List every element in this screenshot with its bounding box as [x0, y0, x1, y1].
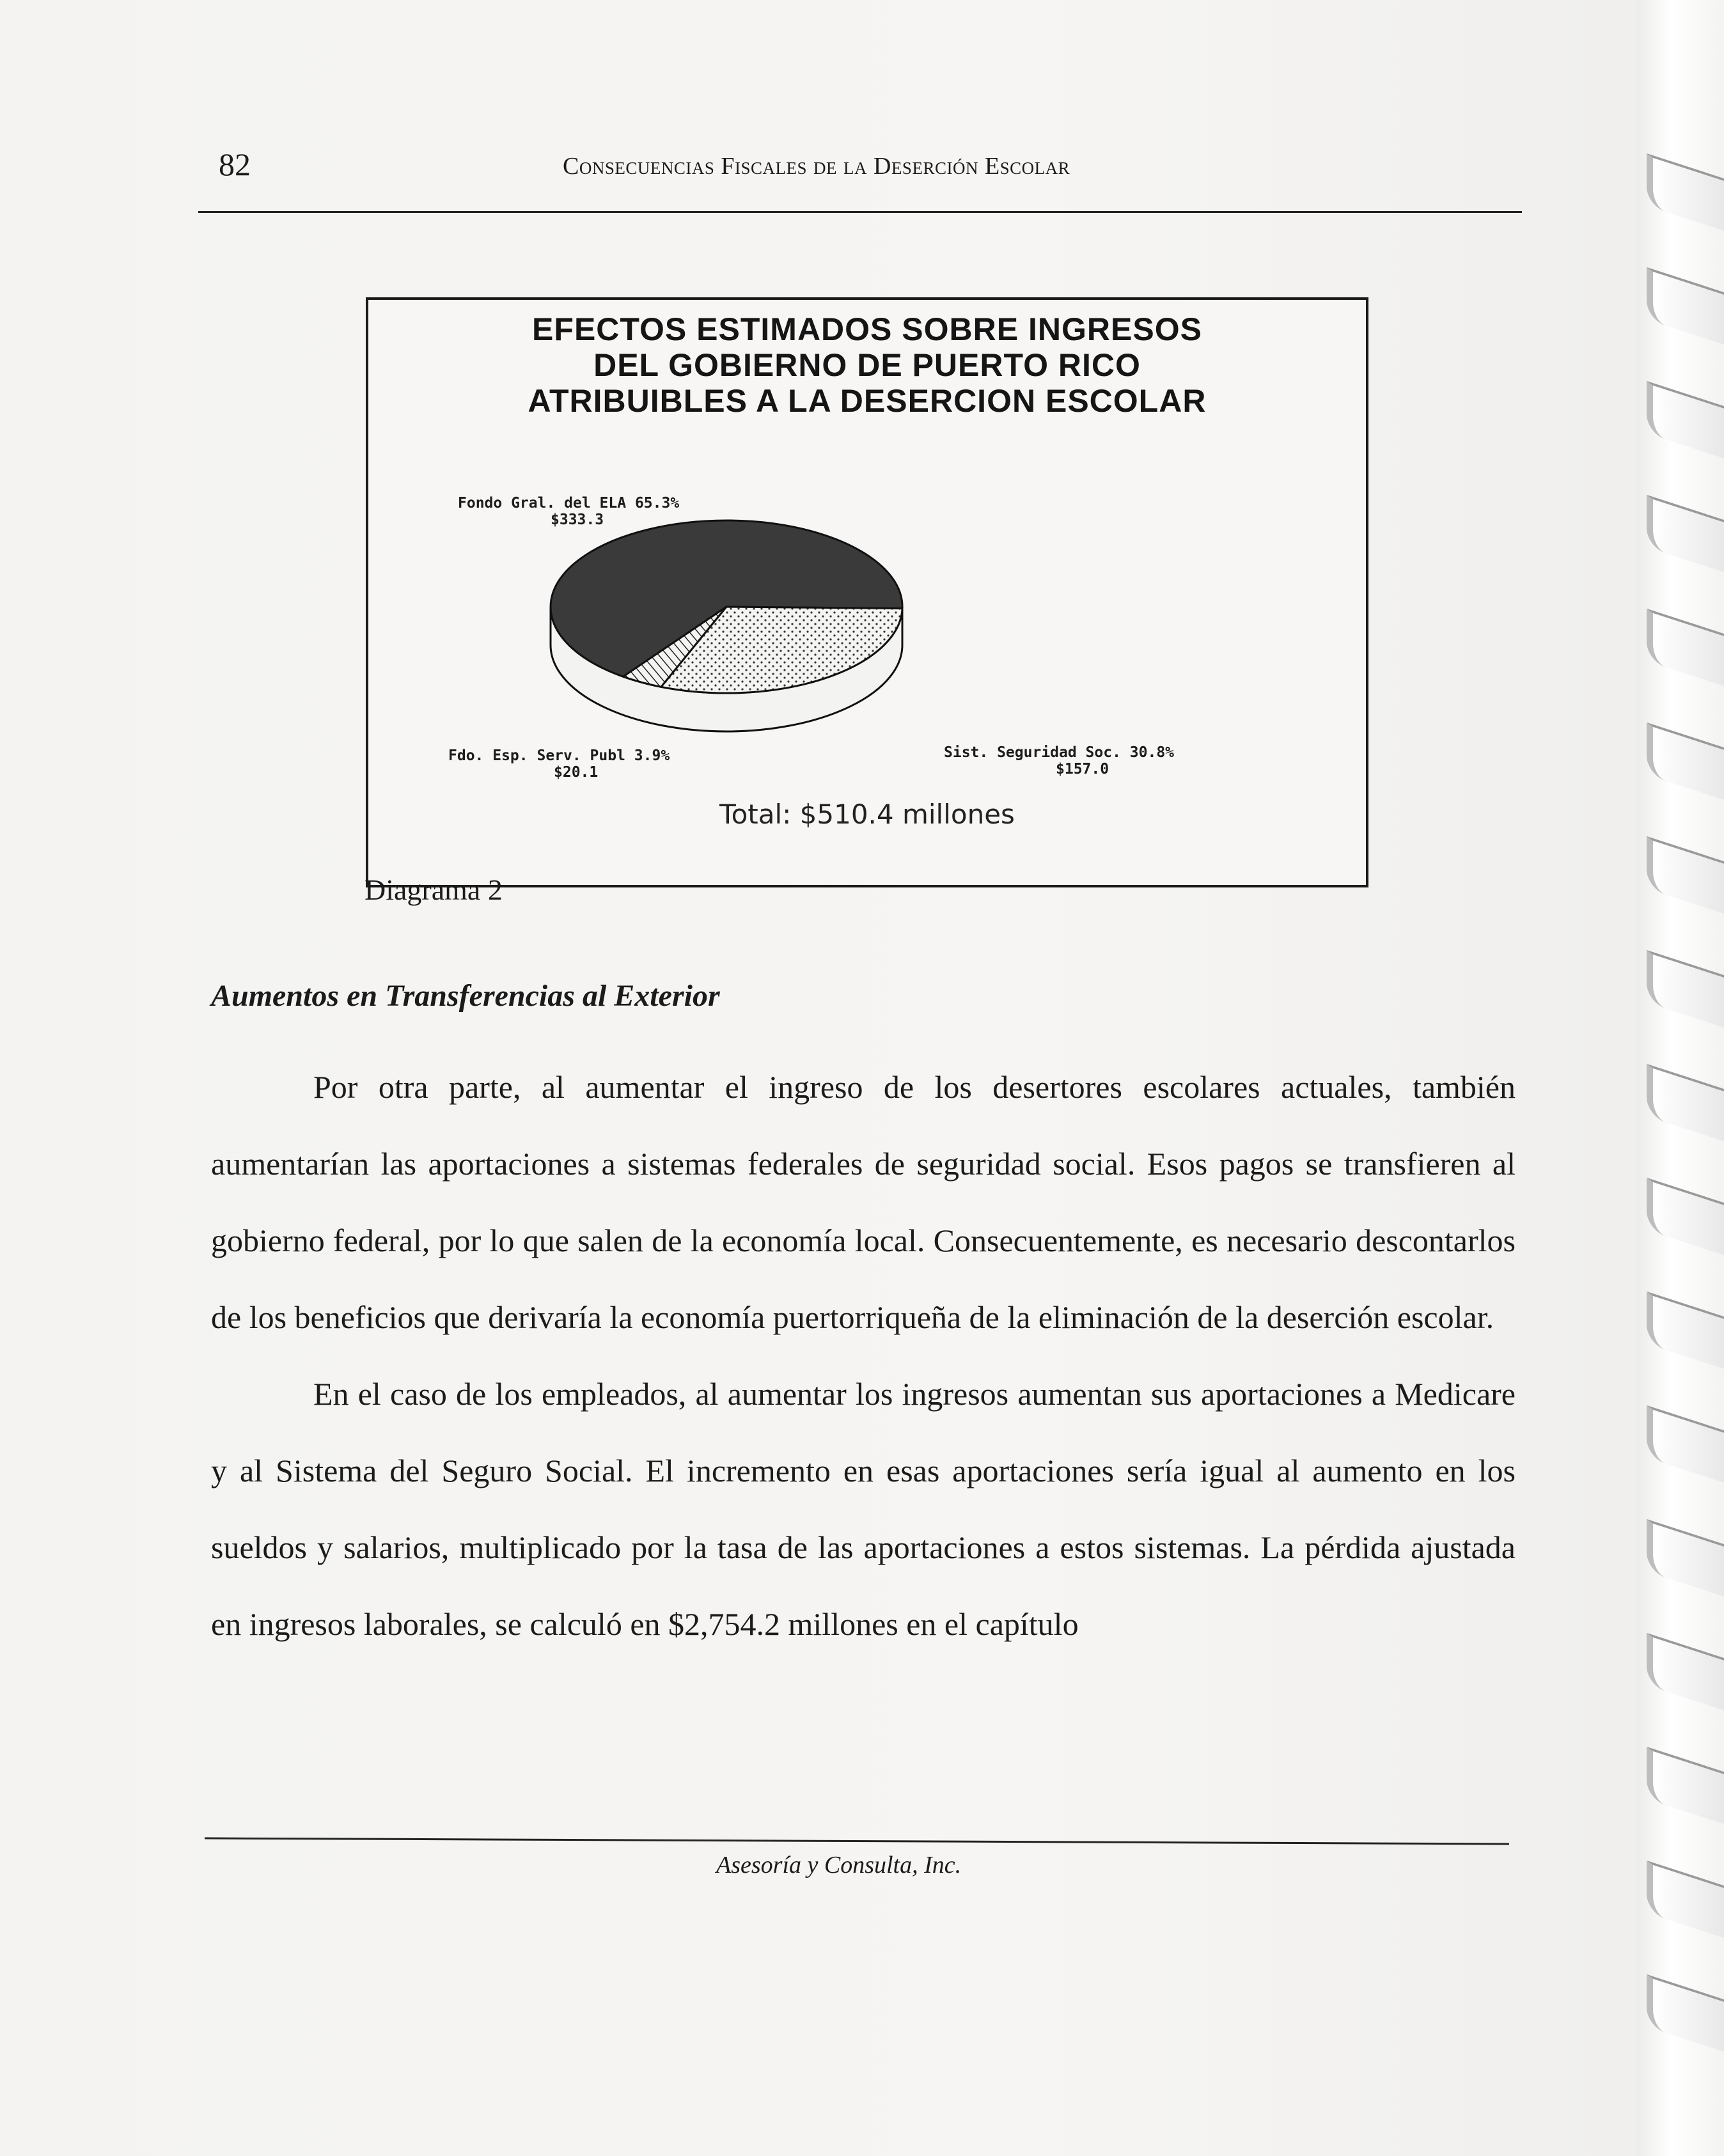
footer-rule	[205, 1838, 1509, 1845]
section-heading: Aumentos en Transferencias al Exterior	[211, 979, 720, 1013]
figure-title-line-1: EFECTOS ESTIMADOS SOBRE INGRESOS	[532, 311, 1202, 347]
figure-title-line-2: DEL GOBIERNO DE PUERTO RICO	[593, 347, 1141, 383]
paragraph-1: Por otra parte, al aumentar el ingreso de los desertores escolares actuales, también aumentarían las aportaciones a sistemas federales de seguridad social. Esos pagos se transfieren al gobierno federal, por lo que salen de la economía local. Consecuentemente, es necesario descontarlos de los beneficios que derivaría la economía puertorriqueña de la eliminación de la deserción escolar.	[211, 1069, 1516, 1335]
label-fondo-especial-amount: $20.1	[554, 764, 599, 781]
figure-title-line-3: ATRIBUIBLES A LA DESERCION ESCOLAR	[528, 383, 1207, 419]
footer-text: Asesoría y Consulta, Inc.	[716, 1852, 962, 1879]
chart-total: Total: $510.4 millones	[719, 799, 1015, 830]
label-fondo-especial	[448, 747, 670, 781]
paragraph-2: En el caso de los empleados, al aumentar los ingresos aumentan sus aportaciones a Medicare y al Sistema del Seguro Social. El incremento en esas aportaciones sería igual al aumento en los sueldos y salarios, multiplicado por la tasa de las aportaciones a estos sistemas. La pérdida ajustada en ingresos laborales, se calculó en $2,754.2 millones en el capítulo	[211, 1376, 1516, 1642]
figure-caption: Diagrama 2	[364, 873, 503, 906]
label-seguridad-social	[944, 744, 1174, 777]
label-fondo-general-amount: $333.3	[551, 512, 604, 528]
running-title: Consecuencias Fiscales de la Deserción Escolar	[563, 153, 1070, 180]
header-rule	[198, 211, 1522, 213]
label-fondo-especial-name: Fdo. Esp. Serv. Publ 3.9%	[448, 747, 670, 764]
pie-chart	[368, 300, 1366, 885]
page-number: 82	[219, 146, 251, 182]
label-fondo-general	[458, 495, 679, 528]
body-text	[211, 1049, 1516, 1662]
label-seguridad-social-name: Sist. Seguridad Soc. 30.8%	[944, 744, 1175, 761]
label-seguridad-social-amount: $157.0	[1056, 761, 1109, 777]
label-fondo-general-name: Fondo Gral. del ELA 65.3%	[458, 495, 680, 512]
figure-box	[366, 297, 1368, 887]
